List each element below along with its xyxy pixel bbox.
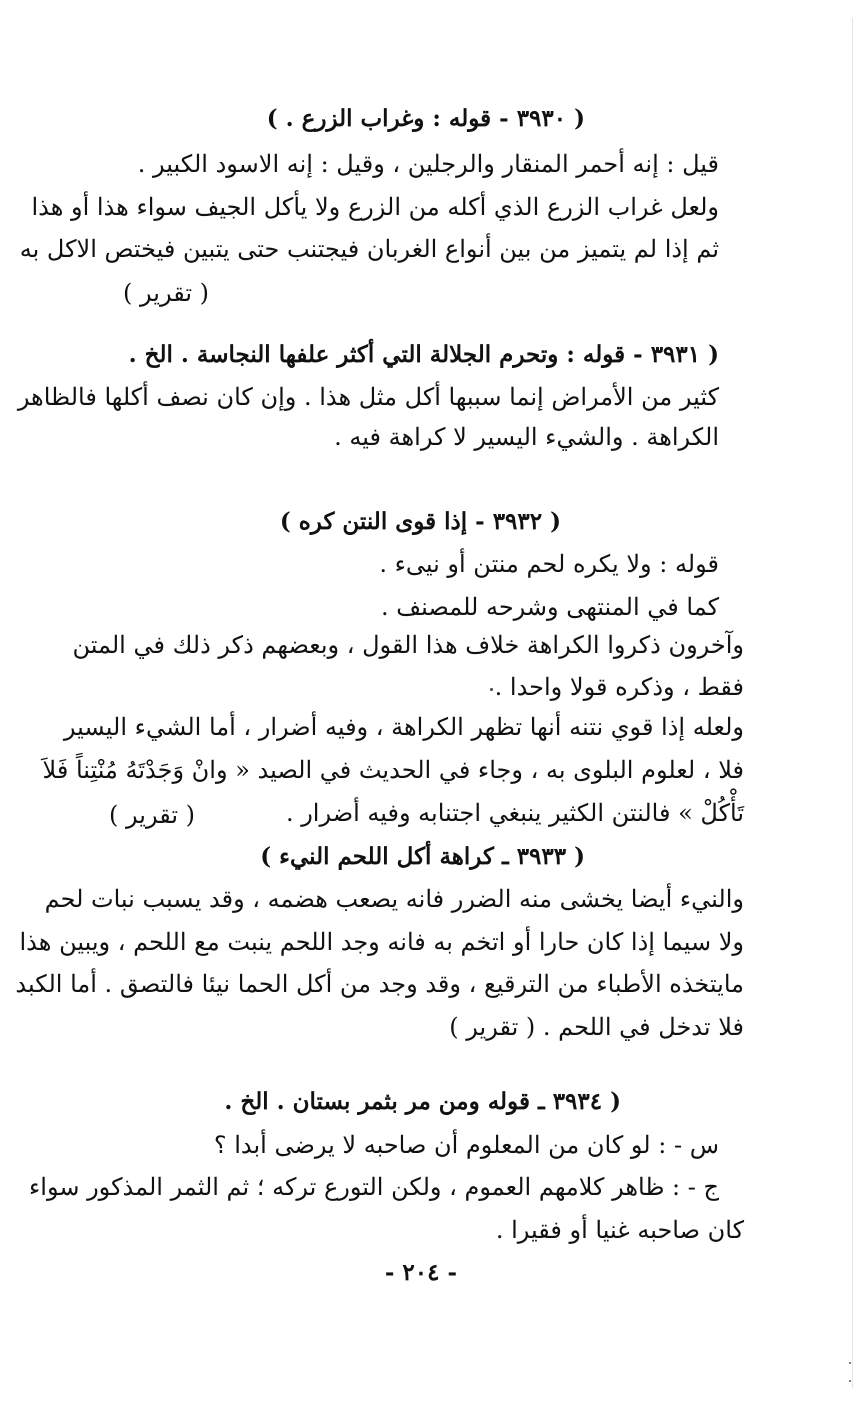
ink-speck [849, 1362, 851, 1364]
text-line: قيل : إنه أحمر المنقار والرجلين ، وقيل : إنه الاسود الكبير . [137, 150, 719, 178]
text-line: ولعله إذا قوي نتنه أنها تظهر الكراهة ، وفيه أضرار ، أما الشيء اليسير [63, 713, 744, 741]
text-line: تَأْكُلْ » فالنتن الكثير ينبغي اجتنابه وفيه أضرار . [285, 799, 744, 827]
text-line: كما في المنتهى وشرحه للمصنف . [381, 593, 719, 621]
ink-speck [490, 688, 493, 691]
text-line: فقط ، وذكره قولا واحدا . [494, 673, 744, 701]
text-line: قوله : ولا يكره لحم منتن أو نيىء . [379, 550, 719, 578]
text-line: والنيء أيضا يخشى منه الضرر فانه يصعب هضمه ، وقد يسبب نبات لحم [44, 885, 744, 913]
section-heading-3932: ( ٣٩٣٢ - إذا قوى النتن كره ) [279, 508, 561, 535]
section-heading-3934: ( ٣٩٣٤ ـ قوله ومن مر بثمر بستان . الخ . [224, 1088, 621, 1115]
page-edge-line [852, 18, 853, 1388]
text-line: ولا سيما إذا كان حارا أو اتخم به فانه وجد اللحم ينبت مع اللحم ، ويبين هذا [19, 928, 744, 956]
text-line: فلا ، لعلوم البلوى به ، وجاء في الحديث في الصيد « وانْ وَجَدْتَهُ مُنْتِناً فَلاَ [42, 756, 744, 784]
section-heading-3931: ( ٣٩٣١ - قوله : وتحرم الجلالة التي أكثر علفها النجاسة . الخ . [128, 341, 719, 368]
text-line: فلا تدخل في اللحم . ( تقرير ) [449, 1013, 744, 1041]
section-heading-3930: ( ٣٩٣٠ - قوله : وغراب الزرع . ) [266, 105, 585, 132]
ink-speck [849, 1380, 851, 1382]
text-line: الكراهة . والشيء اليسير لا كراهة فيه . [334, 423, 719, 451]
page-number: - ٢٠٤ - [384, 1259, 457, 1286]
text-line: كثير من الأمراض إنما سببها أكل مثل هذا . وإن كان نصف أكلها فالظاهر [17, 383, 719, 411]
text-line: وآخرون ذكروا الكراهة خلاف هذا القول ، وبعضهم ذكر ذلك في المتن [72, 631, 744, 659]
text-line: كان صاحبه غنيا أو فقيرا . [495, 1216, 744, 1244]
question-line: س - : لو كان من المعلوم أن صاحبه لا يرضى أبدا ؟ [213, 1131, 719, 1159]
text-line: ثم إذا لم يتميز من بين أنواع الغربان فيجتنب حتى يتبين فيختص الاكل به [19, 235, 719, 263]
citation-taqrir: ( تقرير ) [109, 801, 195, 829]
text-line: مايتخذه الأطباء من الترقيع ، وقد وجد من أكل الحما نيئا فالتصق . أما الكبد [15, 970, 744, 998]
citation-taqrir: ( تقرير ) [123, 279, 209, 307]
text-line: ولعل غراب الزرع الذي أكله من الزرع ولا يأكل الجيف سواء هذا أو هذا [31, 193, 719, 221]
answer-line: ج - : ظاهر كلامهم العموم ، ولكن التورع تركه ؛ ثم الثمر المذكور سواء [29, 1173, 719, 1201]
section-heading-3933: ( ٣٩٣٣ ـ كراهة أكل اللحم النيء ) [260, 843, 585, 870]
